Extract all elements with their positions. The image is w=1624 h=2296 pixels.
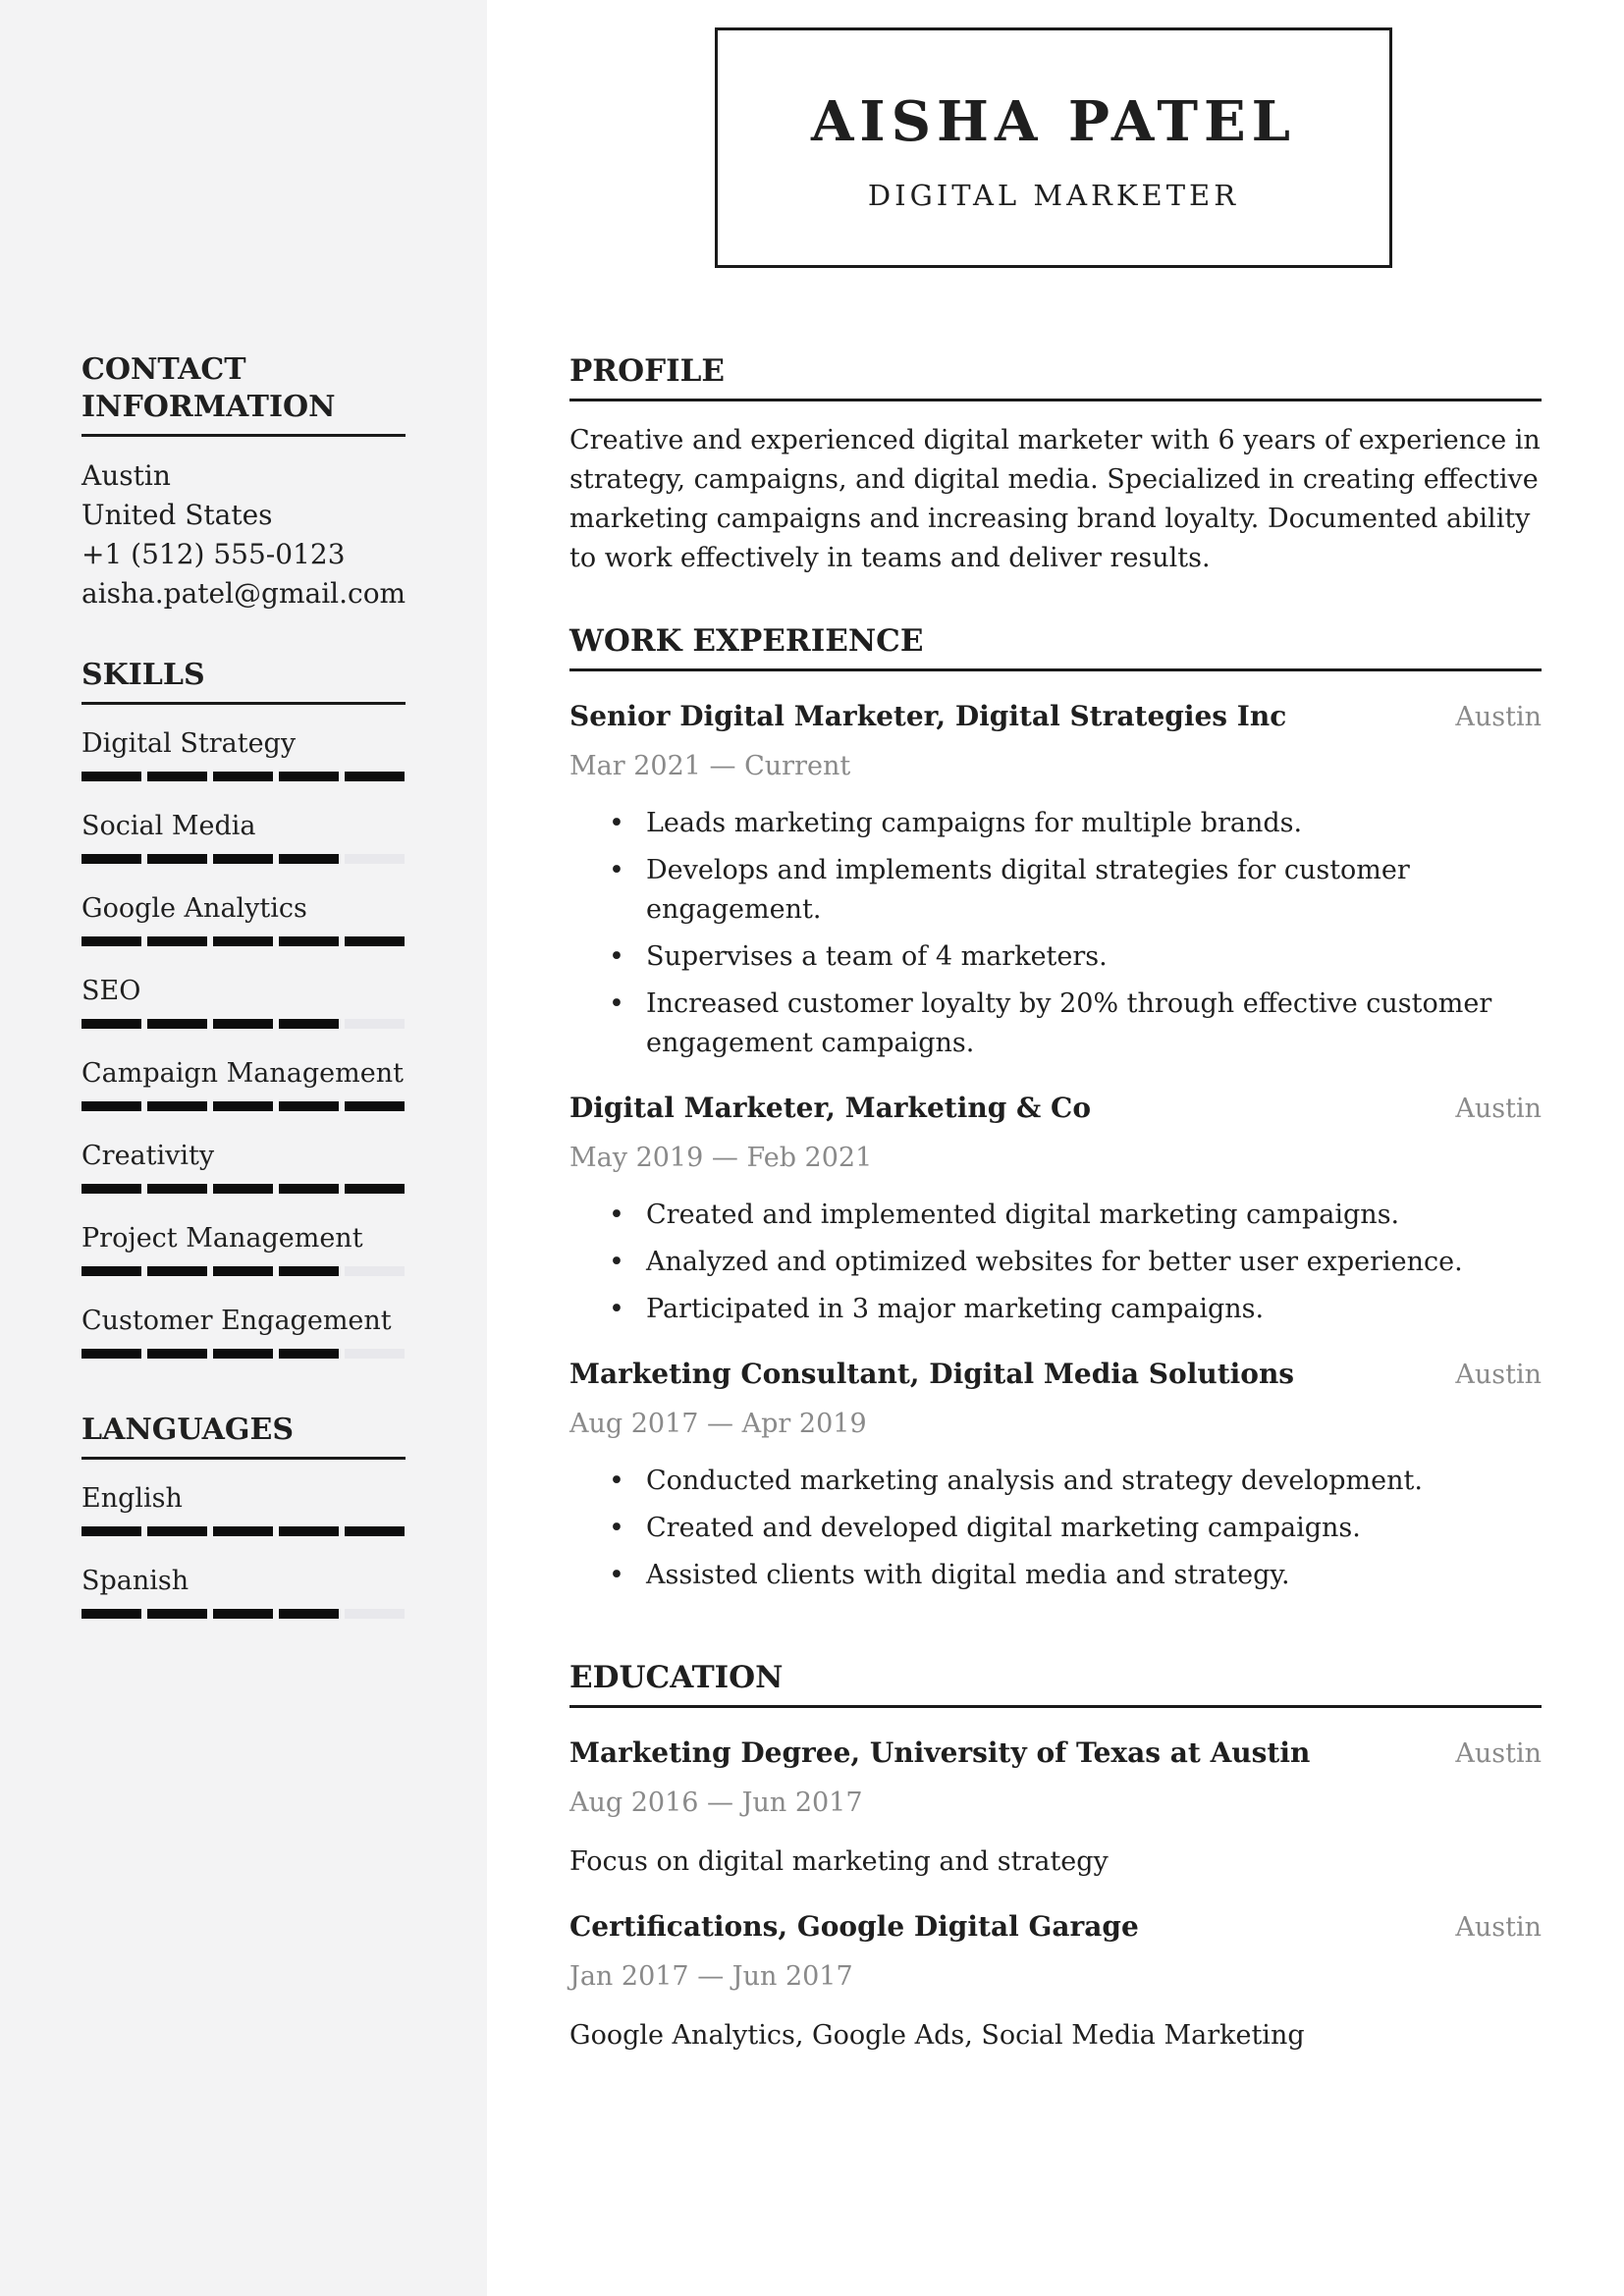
contact-country: United States xyxy=(81,499,273,531)
level-segment xyxy=(345,1609,405,1619)
contact-heading xyxy=(81,351,406,437)
level-segment xyxy=(213,936,273,946)
level-segment xyxy=(147,854,207,864)
language-item xyxy=(81,1481,406,1542)
level-bar xyxy=(81,1349,406,1359)
level-segment xyxy=(279,936,339,946)
level-segment xyxy=(345,1101,405,1111)
education-header xyxy=(569,1907,1542,1948)
education-description: Google Analytics, Google Ads, Social Media Marketing xyxy=(569,2020,1305,2051)
job-title: Digital Marketer, Marketing & Co xyxy=(569,1092,1092,1124)
level-segment xyxy=(147,1526,207,1536)
job-header xyxy=(569,1089,1542,1129)
level-segment xyxy=(345,1526,405,1536)
level-bar xyxy=(81,1609,406,1619)
skill-name: Campaign Management xyxy=(81,1058,404,1089)
contact-city: Austin xyxy=(81,459,171,492)
job-title: Marketing Consultant, Digital Media Solutions xyxy=(569,1358,1295,1390)
skill-name: Digital Strategy xyxy=(81,728,297,759)
job-entry xyxy=(569,1089,1542,1329)
candidate-title: DIGITAL MARKETER xyxy=(867,179,1240,212)
level-segment xyxy=(213,1609,273,1619)
job-bullets xyxy=(569,1462,1542,1595)
level-segment xyxy=(81,1101,141,1111)
skill-name: Customer Engagement xyxy=(81,1306,392,1336)
job-bullet: • Develops and implements digital strategies for customer engagement. xyxy=(609,851,1542,930)
job-bullets xyxy=(569,804,1542,1063)
level-segment xyxy=(213,1019,273,1029)
level-segment xyxy=(81,1349,141,1359)
level-segment xyxy=(345,936,405,946)
language-item xyxy=(81,1564,406,1625)
level-segment xyxy=(81,1609,141,1619)
job-bullet: • Created and implemented digital marketing campaigns. xyxy=(609,1196,1542,1235)
skills-list xyxy=(81,726,406,1364)
skill-item xyxy=(81,891,406,952)
sidebar xyxy=(0,0,487,2296)
level-segment xyxy=(147,1266,207,1276)
level-segment xyxy=(147,1609,207,1619)
level-bar xyxy=(81,1526,406,1536)
skill-name: Social Media xyxy=(81,811,256,841)
profile-heading: PROFILE xyxy=(569,351,1542,401)
level-segment xyxy=(147,1349,207,1359)
level-segment xyxy=(81,1019,141,1029)
level-segment xyxy=(81,1266,141,1276)
level-segment xyxy=(279,1609,339,1619)
level-segment xyxy=(345,1184,405,1194)
skill-item xyxy=(81,809,406,870)
level-segment xyxy=(279,772,339,781)
level-segment xyxy=(345,1019,405,1029)
job-bullet: • Assisted clients with digital media and strategy. xyxy=(609,1556,1542,1595)
language-name: Spanish xyxy=(81,1566,189,1596)
job-entry xyxy=(569,697,1542,1063)
work-heading: WORK EXPERIENCE xyxy=(569,621,1542,671)
education-header xyxy=(569,1734,1542,1774)
level-bar xyxy=(81,1019,406,1029)
job-title: Senior Digital Marketer, Digital Strategies Inc xyxy=(569,700,1287,732)
skill-item xyxy=(81,974,406,1035)
skill-name: Project Management xyxy=(81,1223,363,1254)
contact-heading-line1: CONTACT xyxy=(81,352,246,387)
contact-heading-line2: INFORMATION xyxy=(81,390,336,424)
job-header xyxy=(569,1355,1542,1395)
education-heading: EDUCATION xyxy=(569,1658,1542,1708)
profile-text: Creative and experienced digital marketer with 6 years of experience in strategy, campaigns, and digital media. Specialized in creating effective marketing campaigns and increasing brand loyalty. Documented ability to work effectively in teams and deliver results. xyxy=(569,425,1541,573)
education-location: Austin xyxy=(1455,1912,1542,1943)
education-entry xyxy=(569,1907,1542,2056)
skill-item xyxy=(81,1221,406,1282)
level-segment xyxy=(213,1266,273,1276)
level-segment xyxy=(345,772,405,781)
level-segment xyxy=(213,1349,273,1359)
education-list xyxy=(569,1734,1542,2056)
level-segment xyxy=(147,1101,207,1111)
level-segment xyxy=(279,1184,339,1194)
name-box xyxy=(715,27,1392,268)
contact-phone: +1 (512) 555-0123 xyxy=(81,538,346,570)
level-segment xyxy=(213,1184,273,1194)
job-bullet: • Supervises a team of 4 marketers. xyxy=(609,937,1542,977)
education-entry xyxy=(569,1734,1542,1882)
education-dates: Aug 2016 — Jun 2017 xyxy=(569,1788,863,1818)
level-segment xyxy=(279,854,339,864)
main-content xyxy=(569,351,1542,2056)
level-segment xyxy=(213,1101,273,1111)
skill-item xyxy=(81,1056,406,1117)
skill-name: Creativity xyxy=(81,1141,215,1171)
level-segment xyxy=(279,1266,339,1276)
education-description: Focus on digital marketing and strategy xyxy=(569,1846,1109,1877)
job-dates: May 2019 — Feb 2021 xyxy=(569,1143,873,1173)
skill-item xyxy=(81,726,406,787)
level-segment xyxy=(279,1526,339,1536)
level-segment xyxy=(213,854,273,864)
contact-email: aisha.patel@gmail.com xyxy=(81,577,406,610)
level-segment xyxy=(147,936,207,946)
job-entry xyxy=(569,1355,1542,1595)
job-location: Austin xyxy=(1455,1094,1542,1124)
job-bullets xyxy=(569,1196,1542,1329)
level-segment xyxy=(345,854,405,864)
sidebar-content xyxy=(81,351,406,1625)
job-bullet: • Analyzed and optimized websites for better user experience. xyxy=(609,1243,1542,1282)
level-segment xyxy=(279,1019,339,1029)
contact-list xyxy=(81,456,406,614)
job-dates: Aug 2017 — Apr 2019 xyxy=(569,1409,867,1439)
education-title: Marketing Degree, University of Texas at Austin xyxy=(569,1736,1311,1769)
level-segment xyxy=(213,1526,273,1536)
skill-name: Google Analytics xyxy=(81,893,307,924)
language-name: English xyxy=(81,1483,183,1514)
job-bullet: • Conducted marketing analysis and strategy development. xyxy=(609,1462,1542,1501)
level-bar xyxy=(81,1101,406,1111)
level-segment xyxy=(279,1101,339,1111)
job-bullet: • Participated in 3 major marketing campaigns. xyxy=(609,1290,1542,1329)
level-bar xyxy=(81,854,406,864)
languages-heading: LANGUAGES xyxy=(81,1412,406,1460)
languages-list xyxy=(81,1481,406,1625)
skills-heading: SKILLS xyxy=(81,657,406,705)
level-bar xyxy=(81,772,406,781)
level-segment xyxy=(81,1184,141,1194)
job-location: Austin xyxy=(1455,1360,1542,1390)
education-location: Austin xyxy=(1455,1738,1542,1769)
level-segment xyxy=(345,1349,405,1359)
level-segment xyxy=(279,1349,339,1359)
job-bullet: • Leads marketing campaigns for multiple brands. xyxy=(609,804,1542,843)
level-bar xyxy=(81,1184,406,1194)
job-bullet: • Created and developed digital marketing campaigns. xyxy=(609,1509,1542,1548)
level-segment xyxy=(345,1266,405,1276)
skill-item xyxy=(81,1139,406,1200)
level-segment xyxy=(147,1019,207,1029)
job-bullet: • Increased customer loyalty by 20% through effective customer engagement campaigns. xyxy=(609,985,1542,1063)
level-segment xyxy=(81,772,141,781)
skill-name: SEO xyxy=(81,976,141,1006)
level-segment xyxy=(81,936,141,946)
level-bar xyxy=(81,1266,406,1276)
education-title: Certifications, Google Digital Garage xyxy=(569,1910,1139,1943)
job-location: Austin xyxy=(1455,702,1542,732)
level-segment xyxy=(147,1184,207,1194)
candidate-name: AISHA PATEL xyxy=(810,89,1297,154)
skill-item xyxy=(81,1304,406,1364)
job-header xyxy=(569,697,1542,737)
level-segment xyxy=(81,1526,141,1536)
education-dates: Jan 2017 — Jun 2017 xyxy=(569,1961,853,1992)
level-segment xyxy=(213,772,273,781)
level-segment xyxy=(147,772,207,781)
level-bar xyxy=(81,936,406,946)
job-dates: Mar 2021 — Current xyxy=(569,751,851,781)
work-list xyxy=(569,697,1542,1595)
level-segment xyxy=(81,854,141,864)
